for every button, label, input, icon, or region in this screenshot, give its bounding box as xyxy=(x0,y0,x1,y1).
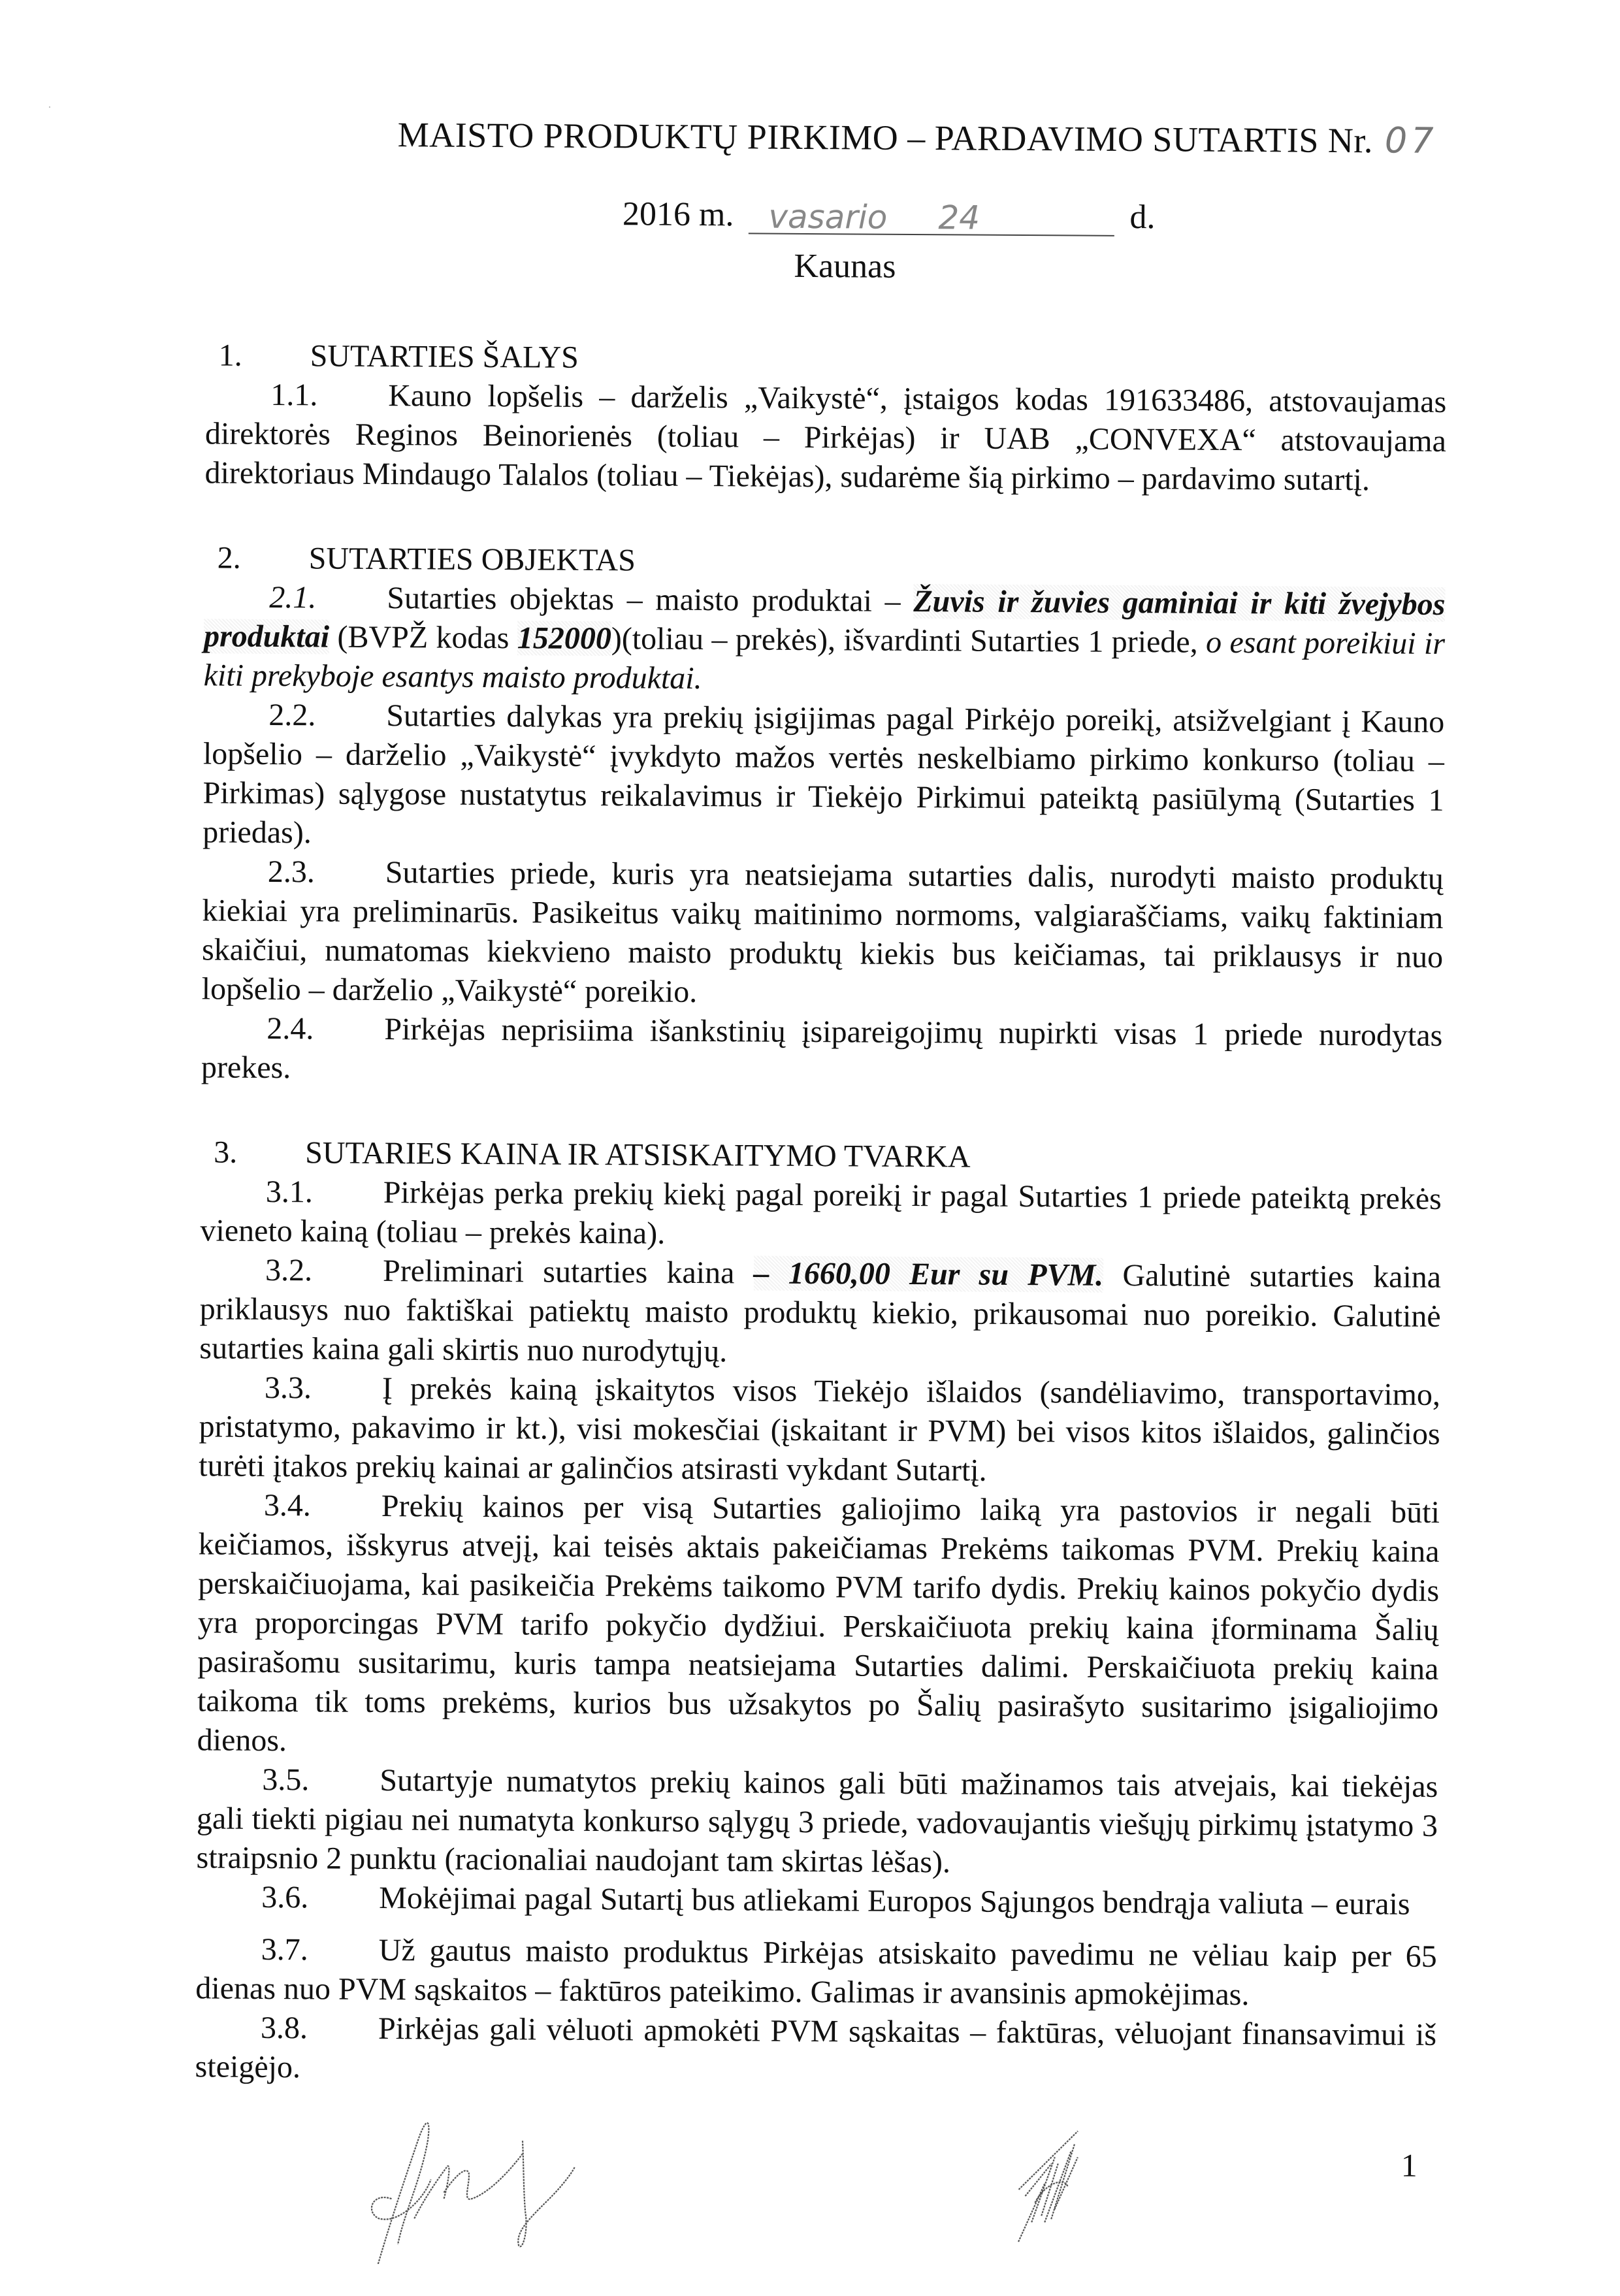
paragraph-text: Galutinė sutarties kaina priklausys nuo faktiškai patiektų maisto produktų kiekio, prikausomai nuo poreikio. Galutinė sutarties kaina gali skirtis nuo nurodytųjų. xyxy=(199,1257,1442,1369)
section-title: SUTARIES KAINA IR ATSISKAITYMO TVARKA xyxy=(305,1135,971,1174)
paragraph xyxy=(196,1877,1437,1924)
paragraph-number: 3.8. xyxy=(260,2010,308,2046)
paragraph-text: Pirkėjas perka prekių kiekį pagal poreikį ir pagal Sutarties 1 priede pateiktą prekės vieneto kainą (toliau – prekės kaina). xyxy=(200,1175,1442,1251)
paragraph-text: Preliminari sutarties kaina xyxy=(382,1253,754,1291)
paragraph-text: Pirkėjas neprisiima išankstinių įsipareigojimų nupirkti visas 1 priede nurodytas prekes. xyxy=(201,1012,1443,1086)
paragraph-number: 3.2. xyxy=(265,1252,313,1288)
paragraph-text: Kauno lopšelis – darželis „Vaikystė“, įstaigos kodas 191633486, atstovaujamas direktorės Reginos Beinorienės (toliau – Pirkėjas) ir UAB „CONVEXA“ atstovaujama direktoriaus Mindaugo Talalos (toliau – Tiekėjas), sudarėme šią pirkimo – pardavimo sutartį. xyxy=(204,378,1447,498)
contract-body xyxy=(195,336,1446,2094)
paragraph-text: Į prekės kainą įskaitytos visos Tiekėjo išlaidos (sandėliavimo, transportavimo, pristatymo, pakavimo ir kt.), visi mokesčiai (įskaitant ir PVM) bei visos kitos išlaidos, galinčios turėti įtakos prekių kainai ar galinčios atsirasti vykdant Sutartį. xyxy=(199,1371,1441,1488)
section-title: SUTARTIES OBJEKTAS xyxy=(308,541,636,578)
paragraph-number: 3.3. xyxy=(264,1370,312,1406)
paragraph xyxy=(199,1250,1441,1376)
paragraph xyxy=(202,852,1444,1016)
contract-city: Kaunas xyxy=(794,247,896,285)
handwritten-day: 24 xyxy=(938,199,980,237)
paragraph-text: Mokėjimai pagal Sutartį bus atliekami Europos Sąjungos bendrąja valiuta – eurais xyxy=(379,1881,1410,1922)
paragraph xyxy=(197,1485,1440,1768)
paragraph-number: 3.6. xyxy=(261,1879,309,1915)
section-number: 2. xyxy=(217,540,241,575)
paragraph xyxy=(203,577,1445,703)
paragraph-text: Už gautus maisto produktus Pirkėjas atsiskaito pavedimu ne vėliau kaip per 65 dienas nuo PVM sąskaitos – faktūros pateikimo. Galimas ir avansinis apmokėjimas. xyxy=(195,1933,1437,2013)
paragraph-number: 2.3. xyxy=(267,854,315,890)
section-number: 3. xyxy=(214,1135,238,1170)
paragraph xyxy=(202,695,1444,860)
paragraph xyxy=(195,1930,1437,2016)
paragraph xyxy=(204,375,1446,500)
paragraph xyxy=(200,1172,1442,1258)
paragraph-text: Sutarties objektas – maisto produktai – xyxy=(387,581,914,619)
scan-speck xyxy=(49,106,50,108)
document-title xyxy=(397,114,1438,161)
paragraph-number: 1.1. xyxy=(270,377,318,413)
contract-date xyxy=(623,195,1156,236)
page-number: 1 xyxy=(1401,2146,1418,2184)
paragraph-text: )(toliau – prekės), išvardinti Sutarties 1 priede, xyxy=(611,621,1207,660)
paragraph xyxy=(201,1009,1443,1095)
handwritten-contract-number: 07 xyxy=(1384,120,1438,161)
supplier-signature-icon xyxy=(1005,2124,1137,2256)
paragraph-italic-text: o esant poreikiui ir kiti prekyboje esantys maisto produktai. xyxy=(203,624,1446,696)
buyer-signature-icon xyxy=(352,2101,758,2267)
title-text: MAISTO PRODUKTŲ PIRKIMO – PARDAVIMO SUTARTIS Nr. xyxy=(397,115,1374,161)
date-year: 2016 m. xyxy=(622,195,734,234)
paragraph-number: 3.5. xyxy=(262,1762,310,1798)
section-title: SUTARTIES ŠALYS xyxy=(310,338,579,375)
paragraph-number: 3.1. xyxy=(265,1174,314,1210)
paragraph xyxy=(196,1760,1438,1885)
paragraph-text: (BVPŽ kodas xyxy=(329,619,517,656)
cpv-code-emphasis: 152000 xyxy=(517,621,611,656)
contract-price-emphasis: – 1660,00 Eur su PVM. xyxy=(753,1255,1104,1293)
handwritten-month: vasario xyxy=(768,197,888,236)
paragraph xyxy=(199,1368,1440,1493)
paragraph-text: Prekių kainos per visą Sutarties galiojimo laiką yra pastovios ir negali būti keičiamos, išskyrus atvejį, kai teisės aktais pakeičiamas Prekėms taikomas PVM. Prekių kaina perskaičiuojama, kai pasikeičia Prekėms taikomo PVM tarifo dydis. Prekių kainos pokyčio dydis yra proporcingas PVM tarifo pokyčio dydžiui. Perskaičiuota prekių kaina įforminama Šalių pasirašomu susitarimu, kuris tampa neatsiejama Sutarties dalimi. Perskaičiuota prekių kaina taikoma tik toms prekėms, kurios bus užsakytos po Šalių pasirašyto susitarimo įsigaliojimo dienos. xyxy=(197,1489,1440,1758)
date-blank-line xyxy=(749,197,1114,237)
paragraph-text: Pirkėjas gali vėluoti apmokėti PVM sąskaitas – faktūras, vėluojant finansavimui iš steigėjo. xyxy=(195,2011,1437,2085)
paragraph-number: 3.7. xyxy=(261,1932,308,1967)
paragraph-number: 2.1. xyxy=(269,579,317,615)
signature-area xyxy=(352,2101,1463,2271)
paragraph-number: 2.4. xyxy=(267,1011,314,1046)
paragraph xyxy=(195,2008,1436,2094)
paragraph-number: 2.2. xyxy=(268,697,316,733)
section-number: 1. xyxy=(218,338,242,373)
paragraph-text: Sutarties priede, kuris yra neatsiejama sutarties dalis, nurodyti maisto produktų kiekiai yra preliminarūs. Pasikeitus vaikų maitinimo normoms, valgiaraščiams, vaikų faktiniam skaičiui, numatomas kiekvieno maisto produktų kiekis bus keičiamas, tai priklausys ir nuo lopšelio – darželio „Vaikystė“ poreikio. xyxy=(201,855,1444,1009)
paragraph-text: Sutarties dalykas yra prekių įsigijimas pagal Pirkėjo poreikį, atsižvelgiant į Kauno lopšelio – darželio „Vaikystė“ įvykdyto mažos vertės neskelbiamo pirkimo konkurso (toliau – Pirkimas) sąlygose nustatytus reikalavimus ir Tiekėjo Pirkimui pateiktą pasiūlymą (Sutarties 1 priedas). xyxy=(202,698,1445,850)
paragraph-number: 3.4. xyxy=(263,1487,312,1523)
product-category-emphasis: Žuvis ir žuvies gaminiai ir kiti žvejybos produktai xyxy=(203,583,1446,655)
date-day-suffix: d. xyxy=(1129,198,1156,236)
paragraph-text: Sutartyje numatytos prekių kainos gali būti mažinamos tais atvejais, kai tiekėjas gali tiekti pigiau nei numatyta konkurso sąlygų 3 priede, vadovaujantis viešųjų pirkimų įstatymo 3 straipsnio 2 punktu (racionaliai naudojant tam skirtas lėšas). xyxy=(196,1763,1438,1880)
